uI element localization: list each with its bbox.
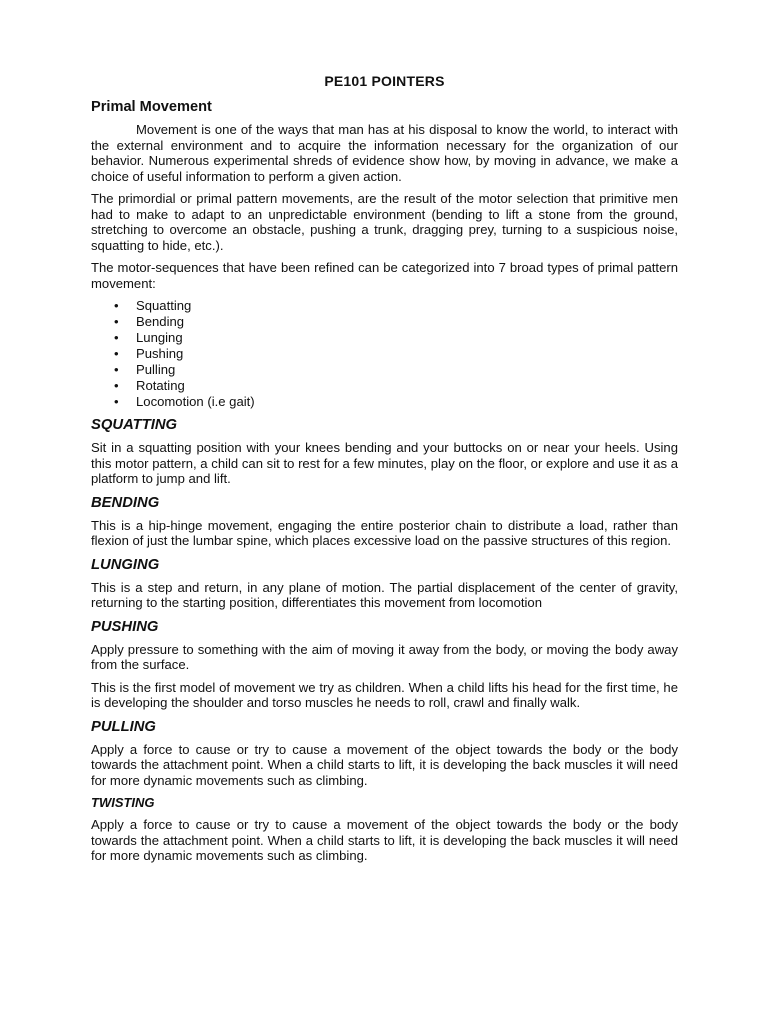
document-page [91,72,678,871]
heading-pushing: PUSHING [91,618,159,635]
list-item [91,330,678,346]
list-item-label: Bending [136,314,185,329]
bullet-icon: • [114,394,119,409]
paragraph-bending: This is a hip-hinge movement, engaging the entire posterior chain to distribute a load, rather than flexion of just the lumbar spine, which places excessive load on the passive structures of this region. [91,517,678,548]
bullet-icon: • [114,330,119,345]
paragraph-pushing-1: Apply pressure to something with the aim of moving it away from the body, or moving the body away from the surface. [91,641,678,672]
bullet-icon: • [114,378,119,393]
page-title: PE101 POINTERS [324,73,445,89]
list-item [91,394,678,410]
list-item-label: Rotating [136,378,185,393]
list-item-label: Squatting [136,298,192,313]
paragraph-lunging: This is a step and return, in any plane of motion. The partial displacement of the center of gravity, returning to the starting position, differentiates this movement from locomotion [91,579,678,610]
heading-lunging: LUNGING [91,556,160,573]
list-item [91,298,678,314]
intro-paragraph-3: The motor-sequences that have been refined can be categorized into 7 broad types of primal pattern movement: [91,260,678,291]
paragraph-squatting: Sit in a squatting position with your knees bending and your buttocks on or near your heels. Using this motor pattern, a child can sit to rest for a few minutes, play on the floor, or explore and use it as a platform to jump and lift. [91,440,678,486]
heading-squatting: SQUATTING [91,417,178,433]
section-title-primal-movement: Primal Movement [91,99,212,115]
paragraph-pulling: Apply a force to cause or try to cause a movement of the object towards the body or the body towards the attachment point. When a child starts to lift, it is developing the back muscles it will need for more dynamic movements such as climbing. [91,741,678,788]
bullet-icon: • [114,298,119,313]
list-item-label: Lunging [136,330,183,345]
intro-paragraph-2: The primordial or primal pattern movements, are the result of the motor selection that primitive men had to make to adapt to an unpredictable environment (bending to lift a stone from the ground, stretching to overcome an obstacle, pushing a trunk, dragging prey, turning to a suspicious noise, squatting to hide, etc.). [91,191,678,253]
list-item [91,314,678,330]
heading-bending: BENDING [91,494,160,511]
list-item-label: Locomotion (i.e gait) [136,394,255,409]
heading-twisting: TWISTING [91,795,155,810]
list-item [91,378,678,394]
list-item [91,346,678,362]
bullet-icon: • [114,314,119,329]
paragraph-pushing-2: This is the first model of movement we try as children. When a child lifts his head for the first time, he is developing the shoulder and torso muscles he needs to roll, crawl and finally walk. [91,679,678,710]
heading-pulling: PULLING [91,718,156,735]
list-item-label: Pulling [136,362,176,377]
paragraph-twisting: Apply a force to cause or try to cause a movement of the object towards the body or the body towards the attachment point. When a child starts to lift, it is developing the back muscles it will need for more dynamic movements such as climbing. [91,817,678,863]
list-item-label: Pushing [136,346,184,361]
intro-paragraph-1: Movement is one of the ways that man has at his disposal to know the world, to interact with the external environment and to acquire the information necessary for the organization of our behavior. Numerous experimental shreds of evidence show how, by moving in advance, we make a choice of useful information to perform a given action. [91,122,678,184]
bullet-icon: • [114,346,119,361]
list-item [91,362,678,378]
movement-types-list [91,298,678,410]
bullet-icon: • [114,362,119,377]
